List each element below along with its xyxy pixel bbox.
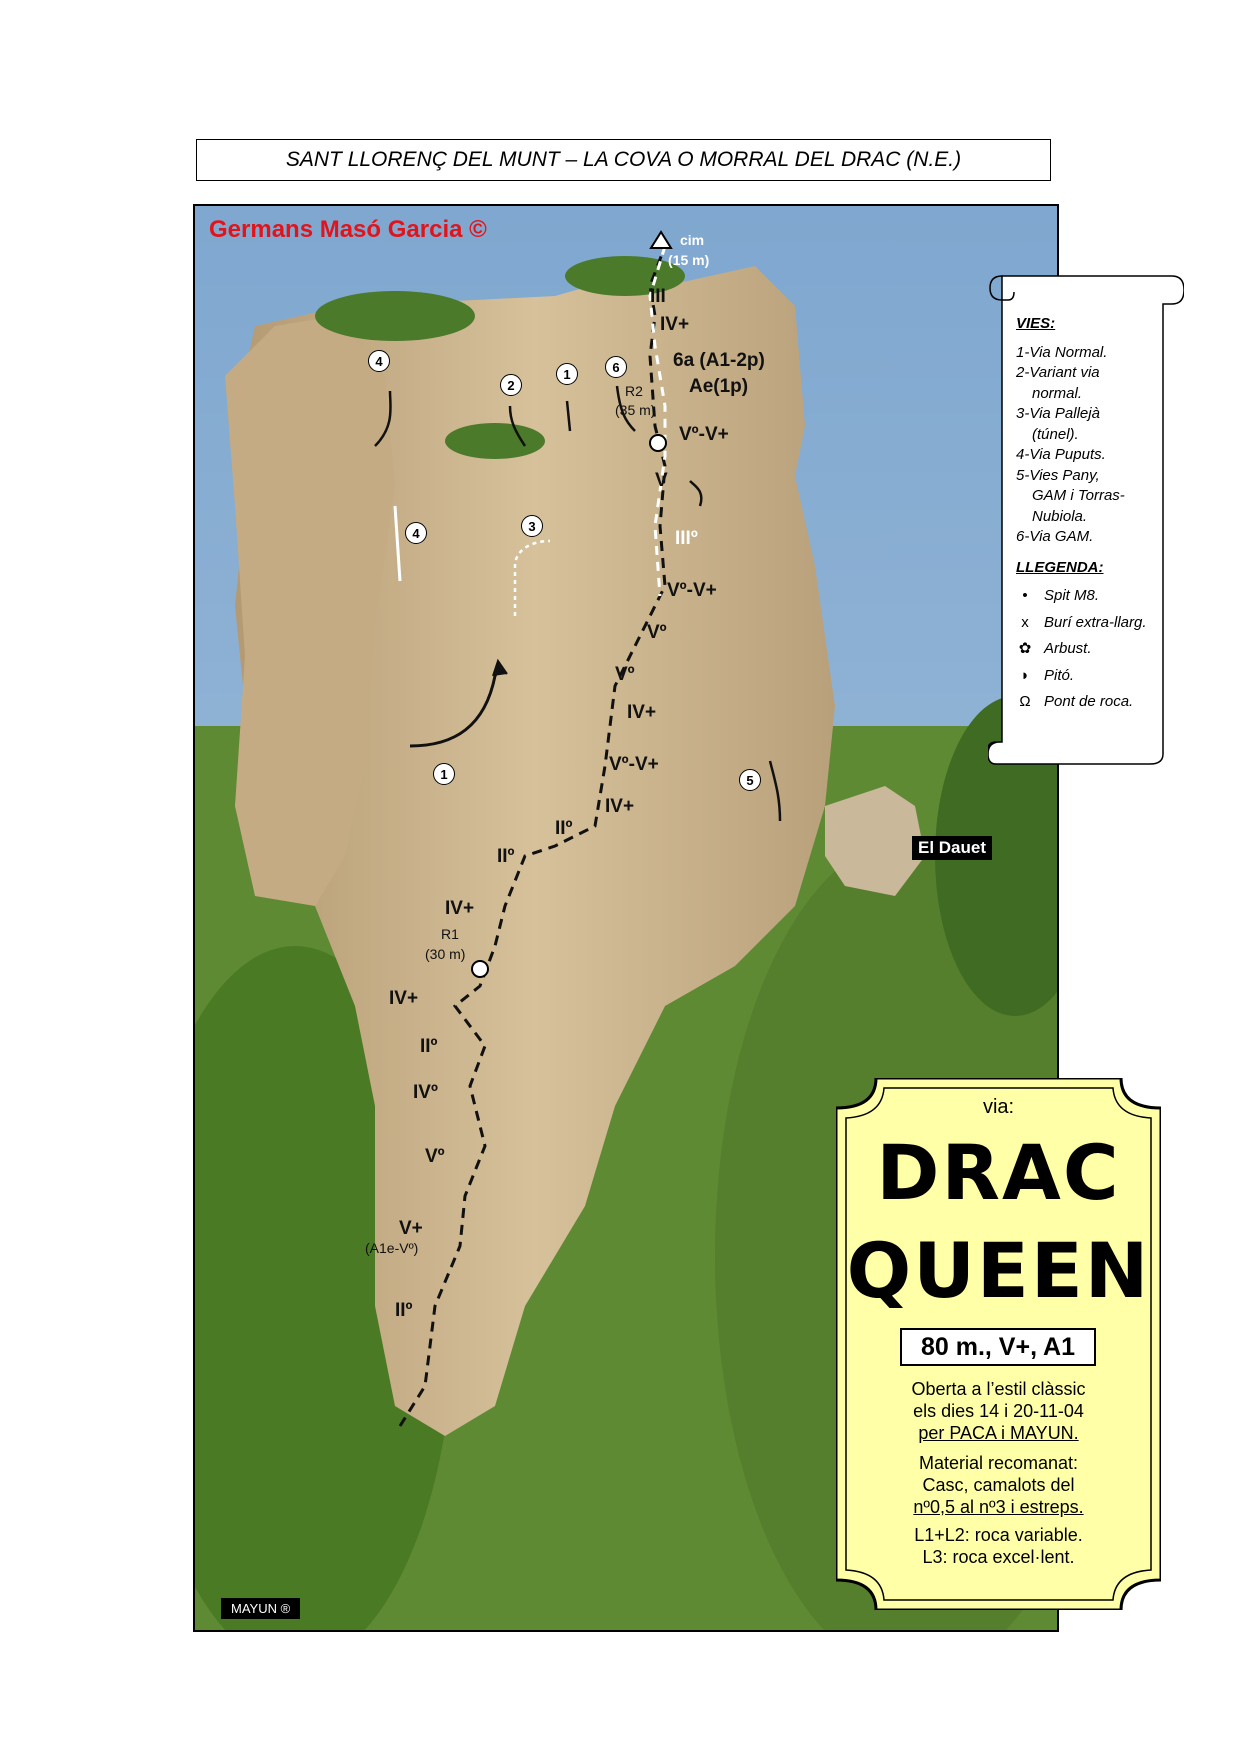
legend-scroll [988,264,1184,766]
route-number-badge: 1 [433,763,455,785]
grade-label: IIº [420,1036,438,1057]
grade-label: IV+ [389,988,419,1009]
route-entry-text: (túnel). [1032,425,1079,443]
route-number-badge: 1 [556,363,578,385]
route-entry-6 [1016,527,1186,548]
route-number-badge: 6 [605,356,627,378]
route-entry-5 [1016,466,1186,528]
legend-content [1016,314,1186,719]
material-info [836,1452,1161,1518]
spit-dot-icon: • [1022,587,1028,604]
legend-row [1016,666,1186,687]
summit-height: (15 m) [668,252,710,268]
grade-label: IV+ [605,796,635,817]
place-label-el-dauet: El Dauet [912,836,992,860]
route-number-badge: 4 [405,522,427,544]
info-line: els dies 14 i 20-11-04 [913,1401,1084,1421]
rock-info [836,1524,1161,1568]
grade-label: Vº-V+ [679,424,729,445]
legend-row [1016,613,1186,634]
route-entry-text: 3-Via Pallejà [1016,405,1100,422]
grade-label: IVº [413,1082,438,1103]
route-entry-text: normal. [1032,384,1083,402]
route-grade-box: 80 m., V+, A1 [900,1328,1096,1366]
grade-label: V [655,470,668,491]
route-name-line2: QUEEN [846,1226,1151,1315]
relay-r1-height: (30 m) [425,946,466,962]
route-number-badge: 5 [739,769,761,791]
route-number-badge: 2 [500,374,522,396]
grade-label: (A1e-Vº) [365,1240,419,1256]
grade-label: Vº [615,664,635,685]
legend-row-text: Pont de roca. [1044,693,1134,710]
legend-row [1016,639,1186,660]
buri-x-icon: x [1021,613,1029,631]
grade-label: 6a (A1-2p) [673,350,765,371]
grade-label: IIº [395,1300,413,1321]
grade-label: IV+ [445,898,475,919]
page-header-title: SANT LLORENÇ DEL MUNT – LA COVA O MORRAL DEL DRAC (N.E.) [196,139,1051,181]
panel-content [836,1078,1161,1610]
grade-label: IIº [555,818,573,839]
grade-label: IV+ [660,314,690,335]
grade-label: Vº [647,622,667,643]
info-line: per PACA i MAYUN. [918,1423,1079,1443]
photo-copyright: Germans Masó Garcia © [209,216,487,243]
summit-label: cim [680,232,705,248]
route-entry-text: 1-Via Normal. [1016,343,1108,361]
grade-label: IIº [497,846,515,867]
grade-label: Ae(1p) [689,376,749,397]
info-line: nº0,5 al nº3 i estreps. [913,1497,1084,1517]
route-entry-text: 4-Via Puputs. [1016,446,1106,463]
route-entry-1 [1016,343,1186,364]
route-entry-text: Nubiola. [1032,507,1088,525]
route-number-badge: 4 [368,350,390,372]
legend-row-text: Arbust. [1044,640,1092,657]
legend-row [1016,692,1186,713]
via-label: via: [982,1096,1015,1118]
route-entry-2 [1016,363,1186,404]
grade-label: Vº-V+ [609,754,659,775]
photo-credit: MAYUN ® [221,1598,300,1619]
legend-row-text: Pitó. [1044,666,1075,684]
relay-r2-name: R2 [625,383,643,399]
grade-label: IV+ [627,702,657,723]
legend-row-text: Burí extra-llarg. [1044,613,1147,631]
info-line: Oberta a l’estil clàssic [911,1379,1086,1399]
grade-label: IIIº [675,528,698,549]
route-entry-4 [1016,445,1186,466]
legend-row-text: Spit M8. [1044,587,1100,604]
route-entry-text: 6-Via GAM. [1016,528,1094,545]
vies-title: VIES: [1016,315,1056,332]
relay-r2-height: (35 m) [615,402,656,418]
grade-label: III [650,286,666,307]
grade-label: V+ [399,1218,423,1239]
route-number-badge: 3 [521,515,543,537]
grade-label: Vº-V+ [667,580,717,601]
route-name-line1: DRAC [876,1128,1121,1217]
route-entry-text: GAM i Torras- [1032,487,1125,504]
omega-icon: Ω [1019,693,1031,710]
opened-info [836,1378,1161,1444]
piton-icon: ◗ [1020,666,1030,684]
info-line: Casc, camalots del [922,1475,1075,1495]
info-line: Material recomanat: [918,1453,1079,1473]
relay-r1-name: R1 [441,926,459,942]
grade-label: Vº [425,1146,445,1167]
route-title-panel [836,1078,1161,1610]
route-entry-3 [1016,404,1186,445]
shrub-icon: ✿ [1018,640,1032,657]
route-entry-text: 5-Vies Pany, [1016,466,1100,484]
info-line: L3: roca excel·lent. [922,1547,1075,1567]
legend-row [1016,586,1186,607]
info-line: L1+L2: roca variable. [914,1525,1083,1545]
llegenda-title: LLEGENDA: [1016,558,1104,576]
route-entry-text: 2-Variant via [1016,364,1100,381]
